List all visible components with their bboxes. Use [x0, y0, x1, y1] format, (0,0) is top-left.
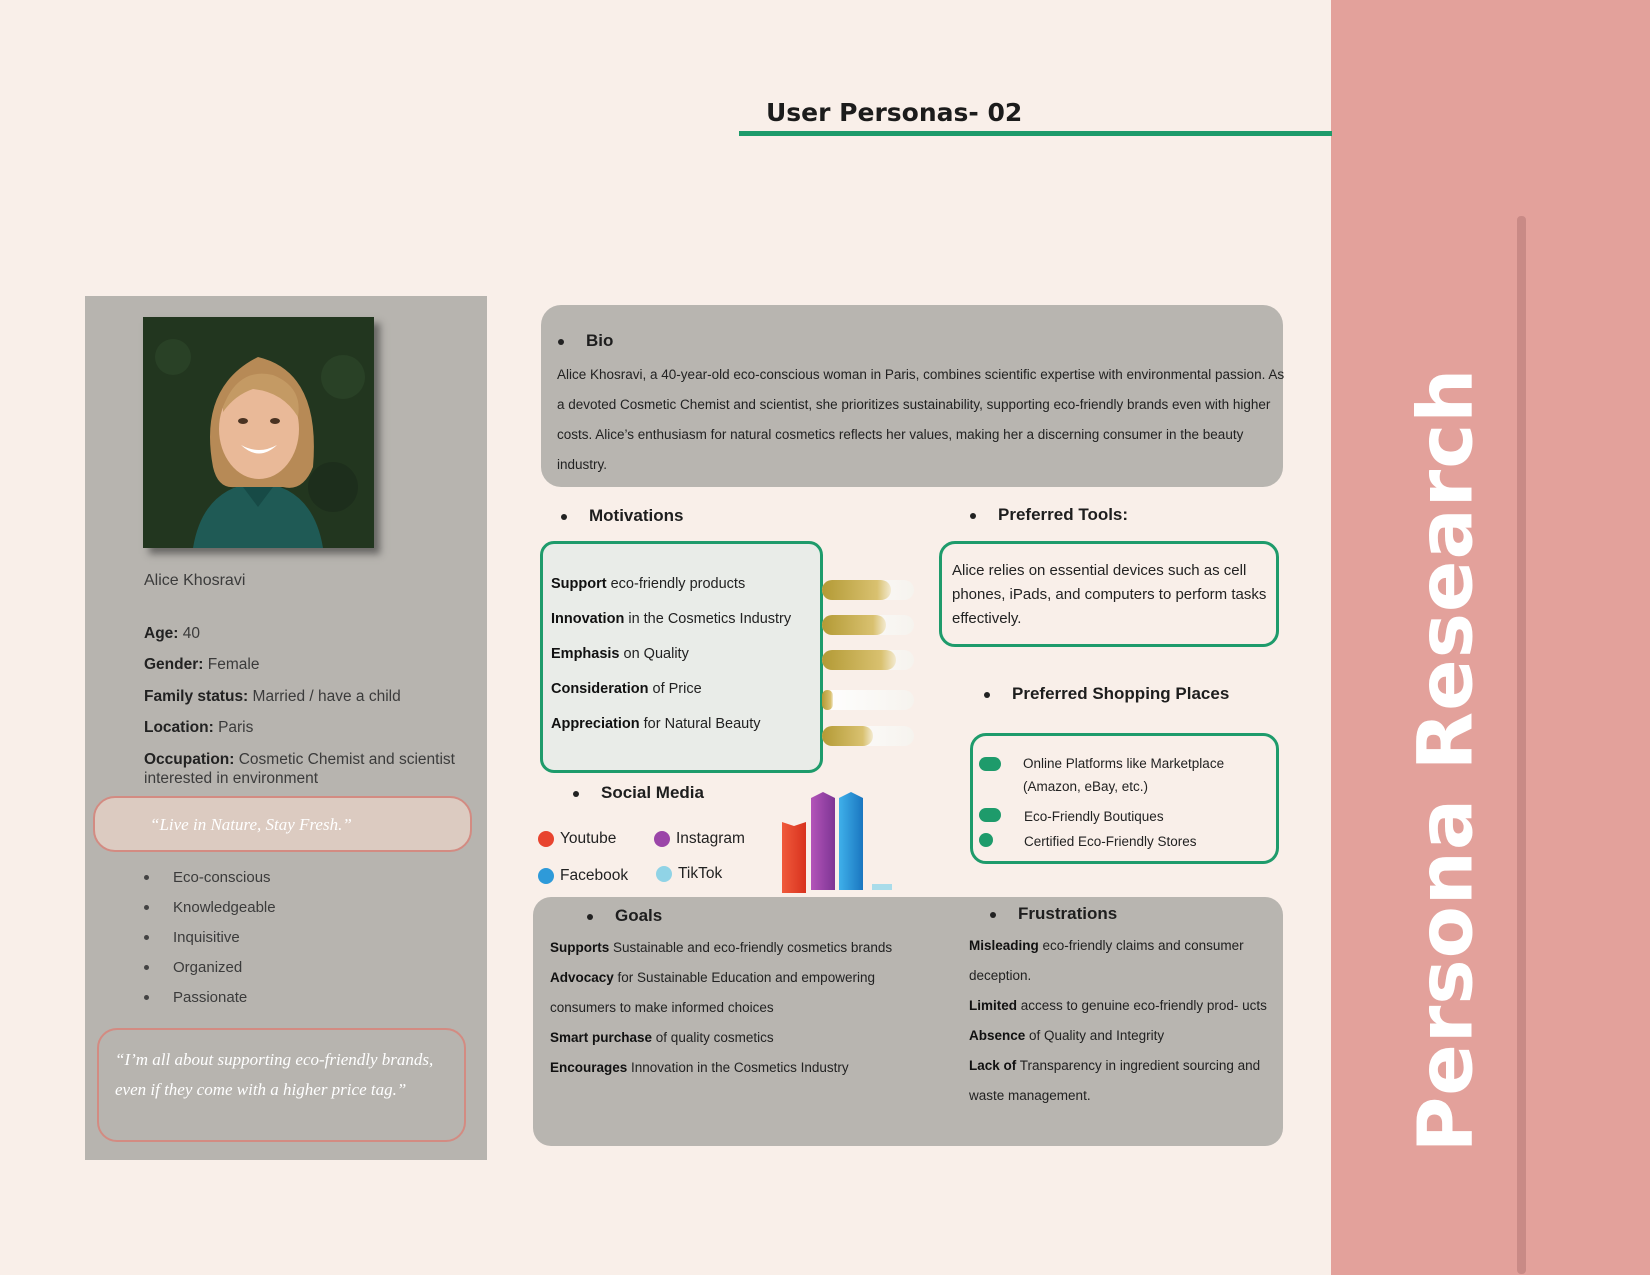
- bio-heading: Bio: [558, 331, 613, 351]
- shop-item: Online Platforms like Marketplace (Amazon, eBay, etc.): [1023, 756, 1225, 794]
- motivation-bar-fill: [822, 690, 833, 710]
- side-scrollbar: [1517, 216, 1526, 1274]
- motivation-bar-fill: [822, 615, 886, 635]
- shop-marker: [979, 757, 1001, 771]
- bar-youtube: [782, 822, 806, 893]
- fact-age: Age: 40: [144, 625, 201, 642]
- goals-heading: Goals: [587, 906, 662, 926]
- motivations-list: [551, 576, 791, 751]
- goals-list: [550, 933, 930, 1083]
- motivation-bar-fill: [822, 580, 891, 600]
- motivation-bar-fill: [822, 726, 873, 746]
- frustration-item: Absence of Quality and Integrity: [969, 1028, 1165, 1043]
- bar-facebook: [839, 792, 863, 890]
- instagram-dot-icon: [654, 831, 670, 847]
- shop-item: Certified Eco-Friendly Stores: [1024, 834, 1197, 849]
- title-underline: [739, 131, 1332, 136]
- long-quote: “I’m all about supporting eco-friendly brands, even if they come with a higher price tag.”: [97, 1028, 466, 1142]
- motivation-bar: [822, 726, 914, 746]
- goal-item: Supports Sustainable and eco-friendly cosmetics brands: [550, 940, 893, 955]
- frustration-item: Misleading eco-friendly claims and consumer deception.: [969, 938, 1244, 983]
- tools-heading: Preferred Tools:: [970, 505, 1128, 525]
- goal-item: Encourages Innovation in the Cosmetics Industry: [550, 1060, 849, 1075]
- facebook-dot-icon: [538, 868, 554, 884]
- trait-item: Eco-conscious: [144, 862, 276, 892]
- goal-item: Advocacy for Sustainable Education and empowering consumers to make informed choices: [550, 970, 875, 1015]
- side-band: [1331, 0, 1650, 1275]
- side-label: Persona Research: [1400, 367, 1490, 1153]
- trait-item: Organized: [144, 952, 276, 982]
- short-quote: “Live in Nature, Stay Fresh.”: [93, 796, 472, 852]
- trait-item: Knowledgeable: [144, 892, 276, 922]
- motivation-item: Support eco-friendly products: [551, 576, 746, 592]
- motivation-bar: [822, 615, 914, 635]
- profile-photo: [143, 317, 374, 548]
- bio-text: Alice Khosravi, a 40-year-old eco-conscious woman in Paris, combines scientific expertise with environmental passion. As a devoted Cosmetic Chemist and scientist, she prioritizes sustainability, supporting eco-friendly brands even with higher costs. Alice’s enthusiasm for natural cosmetics reflects her values, making her a discerning consumer in the beauty industry.: [557, 367, 1285, 472]
- motivation-bar-fill: [822, 650, 896, 670]
- motivation-item: Innovation in the Cosmetics Industry: [551, 611, 792, 627]
- motivation-bar: [822, 650, 914, 670]
- bar-tiktok: [872, 884, 892, 890]
- page-title: User Personas- 02: [766, 98, 1023, 127]
- trait-item: Inquisitive: [144, 922, 276, 952]
- shopping-heading: Preferred Shopping Places: [984, 684, 1229, 704]
- bar-instagram: [811, 792, 835, 890]
- persona-facts: [144, 624, 464, 800]
- motivation-item: Emphasis on Quality: [551, 646, 689, 662]
- motivations-heading: Motivations: [561, 506, 683, 526]
- shop-marker: [979, 833, 993, 847]
- social-facebook: Facebook: [538, 867, 628, 885]
- social-tiktok: TikTok: [656, 865, 722, 883]
- shop-marker: [979, 808, 1001, 822]
- motivation-item: Appreciation for Natural Beauty: [551, 716, 761, 732]
- social-instagram: Instagram: [654, 830, 745, 848]
- shop-item: Eco-Friendly Boutiques: [1024, 809, 1164, 824]
- trait-item: Passionate: [144, 982, 276, 1012]
- frustrations-list: [969, 931, 1279, 1111]
- social-youtube: Youtube: [538, 830, 616, 848]
- tiktok-dot-icon: [656, 866, 672, 882]
- persona-name: Alice Khosravi: [144, 572, 246, 589]
- fact-gender: Gender: Female: [144, 656, 260, 674]
- frustration-item: Limited access to genuine eco-friendly prod- ucts: [969, 998, 1267, 1013]
- frustration-item: Lack of Transparency in ingredient sourcing and waste management.: [969, 1058, 1261, 1103]
- tools-box: Alice relies on essential devices such as cell phones, iPads, and computers to perform tasks effectively.: [939, 541, 1279, 647]
- motivation-item: Consideration of Price: [551, 681, 702, 697]
- fact-family-status: Family status: Married / have a child: [144, 687, 401, 705]
- youtube-dot-icon: [538, 831, 554, 847]
- social-heading: Social Media: [573, 783, 704, 803]
- fact-location: Location: Paris: [144, 719, 254, 737]
- fact-occupation: Occupation: Cosmetic Chemist and scientist interested in environment: [144, 750, 455, 787]
- traits-list: [144, 862, 276, 1012]
- frustrations-heading: Frustrations: [990, 904, 1117, 924]
- motivation-bar: [822, 580, 914, 600]
- social-bar-graphic: [780, 788, 895, 893]
- goal-item: Smart purchase of quality cosmetics: [550, 1030, 774, 1045]
- motivation-bar: [822, 690, 914, 710]
